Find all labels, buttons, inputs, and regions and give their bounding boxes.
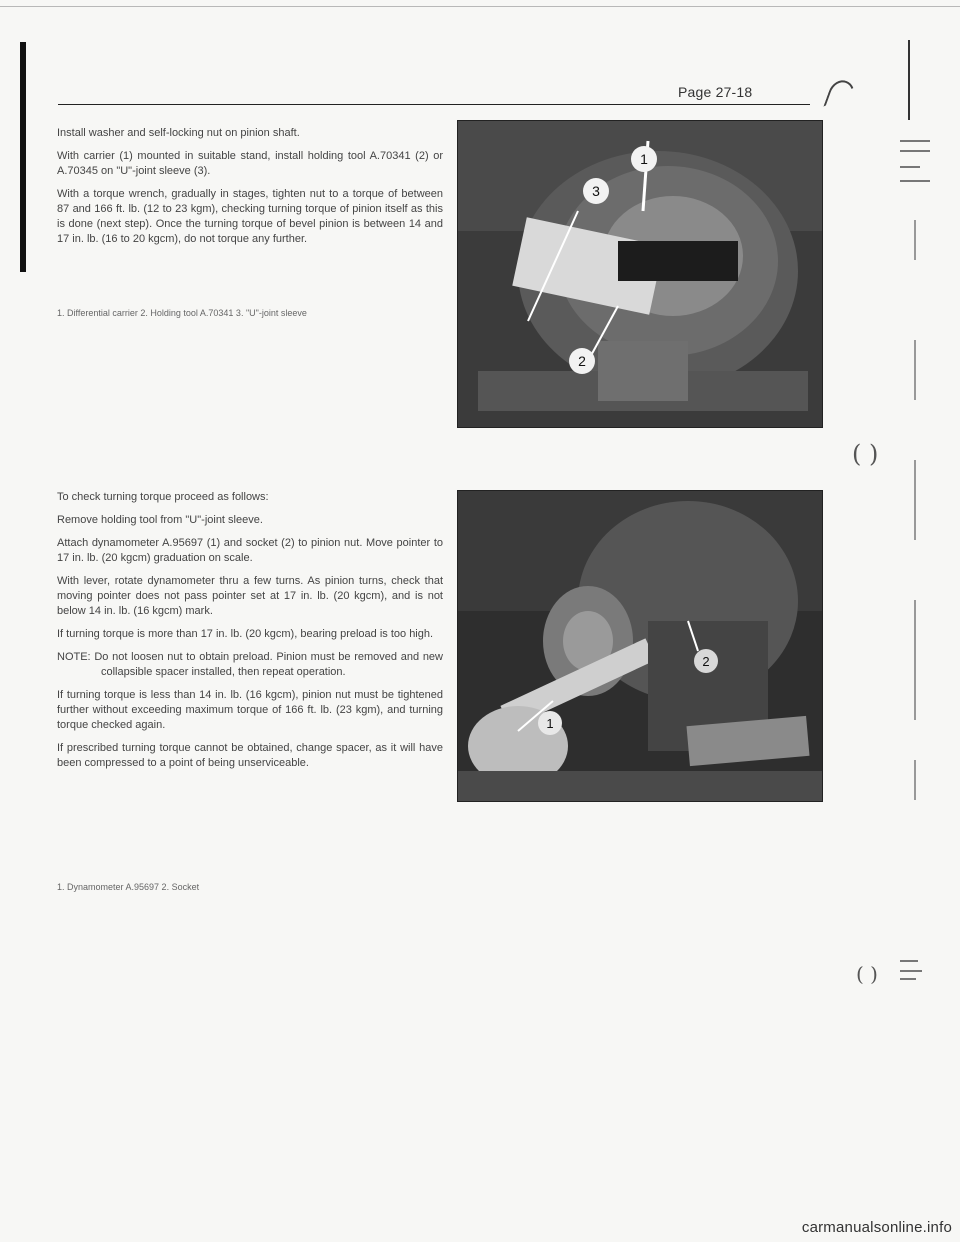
photo-dynamometer [457, 490, 823, 802]
binding-edge-bar [20, 42, 26, 272]
top-scan-rule [0, 6, 960, 7]
callout-label: 1 [546, 716, 554, 731]
margin-corner-mark [823, 77, 858, 116]
callout-label: 1 [640, 151, 648, 167]
callout-label: 2 [578, 353, 586, 369]
section1-caption: 1. Differential carrier 2. Holding tool A.70341 3. "U"-joint sleeve [57, 308, 307, 318]
paragraph: Remove holding tool from "U"-joint sleeve. [57, 514, 263, 526]
margin-paren-mark: ( ) [856, 962, 878, 986]
paragraph: To check turning torque proceed as follows: [57, 491, 269, 503]
paragraph: If prescribed turning torque cannot be obtained, change spacer, as it will have been compressed to a point of being unserviceable. [57, 742, 443, 769]
paragraph: Attach dynamometer A.95697 (1) and socket (2) to pinion nut. Move pointer to 17 in. lb. (20 kgcm) graduation on scale. [57, 537, 443, 564]
section1-text [57, 126, 443, 255]
note-paragraph: NOTE: Do not loosen nut to obtain preload. Pinion must be removed and new collapsible spacer installed, then repeat operation. [57, 651, 443, 678]
section2-caption: 1. Dynamometer A.95697 2. Socket [57, 882, 200, 892]
callout-label: 2 [702, 654, 710, 669]
margin-paren-mark: ( ) [852, 440, 879, 468]
paragraph: With lever, rotate dynamometer thru a few turns. As pinion turns, check that moving pointer does not pass pointer set at 17 in. lb. (20 kgcm), and is not below 14 in. lb. (16 kgcm) mark. [57, 575, 443, 617]
paragraph: With a torque wrench, gradually in stages, tighten nut to a torque of between 87 and 166 ft. lb. (12 to 23 kgm), checking turning torque of pinion itself as this is done (next step). Once the turning torque of bevel pinion is between 14 and 17 in. lb. (16 to 20 kgcm), do not torque any further. [57, 188, 443, 245]
watermark: carmanualsonline.info [801, 1219, 952, 1236]
page-number: Page 27-18 [678, 84, 753, 100]
paragraph: Install washer and self-locking nut on pinion shaft. [57, 127, 300, 139]
paragraph: With carrier (1) mounted in suitable stand, install holding tool A.70341 (2) or A.70345 on "U"-joint sleeve (3). [57, 150, 443, 177]
photo-differential-carrier [457, 120, 823, 428]
paragraph: If turning torque is less than 14 in. lb. (16 kgcm), pinion nut must be tightened further without exceeding maximum torque of 166 ft. lb. (23 kgm), and turning torque checked again. [57, 689, 443, 731]
header-rule [58, 104, 810, 105]
section2-text [57, 490, 443, 779]
scan-margin-marks [900, 40, 930, 1140]
callout-label: 3 [592, 183, 600, 199]
paragraph: If turning torque is more than 17 in. lb. (20 kgcm), bearing preload is too high. [57, 628, 434, 640]
